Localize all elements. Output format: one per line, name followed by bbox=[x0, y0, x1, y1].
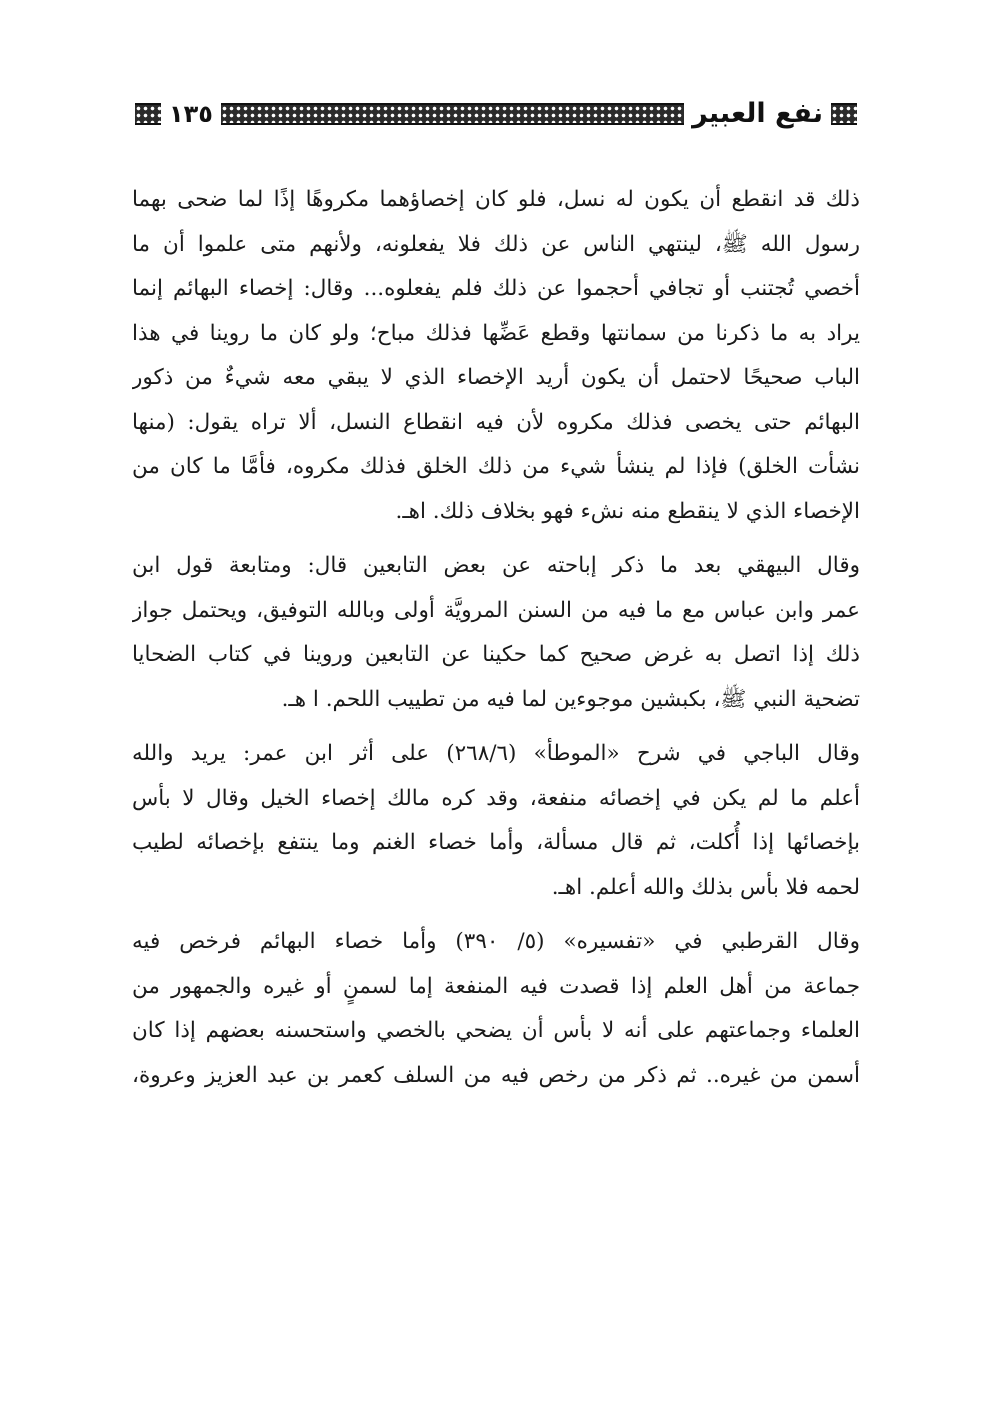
text-line: أخصي تُجتنب أو تجافي أحجموا عن ذلك فلم يفعلوه... وقال: إخصاء البهائم إنما bbox=[132, 276, 860, 301]
header-ornament-right bbox=[831, 103, 857, 125]
header-ornament-band bbox=[221, 103, 684, 125]
text-line: لحمه فلا بأس بذلك والله أعلم. اهـ. bbox=[551, 874, 860, 900]
paragraph-4 bbox=[132, 920, 860, 1098]
text-line: أسمن من غيره.. ثم ذكر من رخص فيه من السلف كعمر بن عبد العزيز وعروة، bbox=[132, 1062, 860, 1088]
text-line: تضحية النبي ﷺ، بكبشين موجوءين لما فيه من تطييب اللحم. ا هـ. bbox=[281, 686, 860, 712]
text-line: الباب صحيحًا لاحتمل أن يكون أريد الإخصاء الذي لا يبقي معه شيءٌ من ذكور bbox=[132, 365, 860, 390]
text-line: العلماء وجماعتهم على أنه لا بأس أن يضحي بالخصي واستحسنه بعضهم إذا كان bbox=[132, 1018, 860, 1043]
text-line: ذلك قد انقطع أن يكون له نسل، فلو كان إخصاؤهما مكروهًا إذًا لما ضحى بهما bbox=[132, 187, 860, 212]
text-line: الإخصاء الذي لا ينقطع منه نشء فهو بخلاف ذلك. اهـ. bbox=[395, 498, 860, 524]
text-line: يراد به ما ذكرنا من سمانتها وقطع عَضِّها فذلك مباح؛ ولو كان ما روينا في هذا bbox=[132, 320, 860, 346]
text-line: رسول الله ﷺ، لينتهي الناس عن ذلك فلا يفعلونه، ولأنهم متى علموا أن ما bbox=[132, 231, 860, 257]
text-line: وقال البيهقي بعد ما ذكر إباحته عن بعض التابعين قال: ومتابعة قول ابن bbox=[132, 553, 860, 578]
text-line: جماعة من أهل العلم إذا قصدت فيه المنفعة إما لسمنٍ أو غيره والجمهور من bbox=[132, 973, 860, 999]
paragraph-1 bbox=[132, 178, 860, 534]
paragraph-3 bbox=[132, 732, 860, 910]
text-line: أعلم ما لم يكن في إخصائه منفعة، وقد كره مالك إخصاء الخيل وقال لا بأس bbox=[132, 785, 860, 811]
text-line: عمر وابن عباس مع ما فيه من السنن المرويَّة أولى وبالله التوفيق، ويحتمل جواز bbox=[132, 597, 860, 623]
text-line: ذلك إذا اتصل به غرض صحيح كما حكينا عن التابعين وروينا في كتاب الضحايا bbox=[132, 642, 860, 667]
text-line: البهائم حتى يخصى فذلك مكروه لأن فيه انقطاع النسل، ألا تراه يقول: (منها bbox=[132, 409, 860, 435]
text-line: وقال القرطبي في «تفسيره» (٥/ ٣٩٠) وأما خصاء البهائم فرخص فيه bbox=[132, 929, 860, 954]
page-body bbox=[132, 178, 860, 1098]
paragraph-2 bbox=[132, 544, 860, 722]
text-line: وقال الباجي في شرح «الموطأ» (٢٦٨/٦) على أثر ابن عمر: يريد والله bbox=[132, 741, 860, 766]
book-title: نفع العبير bbox=[692, 98, 823, 129]
text-line: بإخصائها إذا أُكلت، ثم قال مسألة، وأما خصاء الغنم وما ينتفع بإخصائه لطيب bbox=[132, 830, 860, 855]
page-number: ١٣٥ bbox=[169, 100, 213, 128]
header-ornament-left bbox=[135, 103, 161, 125]
page-header bbox=[135, 96, 857, 132]
text-line: نشأت الخلق) فإذا لم ينشأ شيء من ذلك الخلق فذلك مكروه، فأمَّا ما كان من bbox=[132, 454, 860, 479]
